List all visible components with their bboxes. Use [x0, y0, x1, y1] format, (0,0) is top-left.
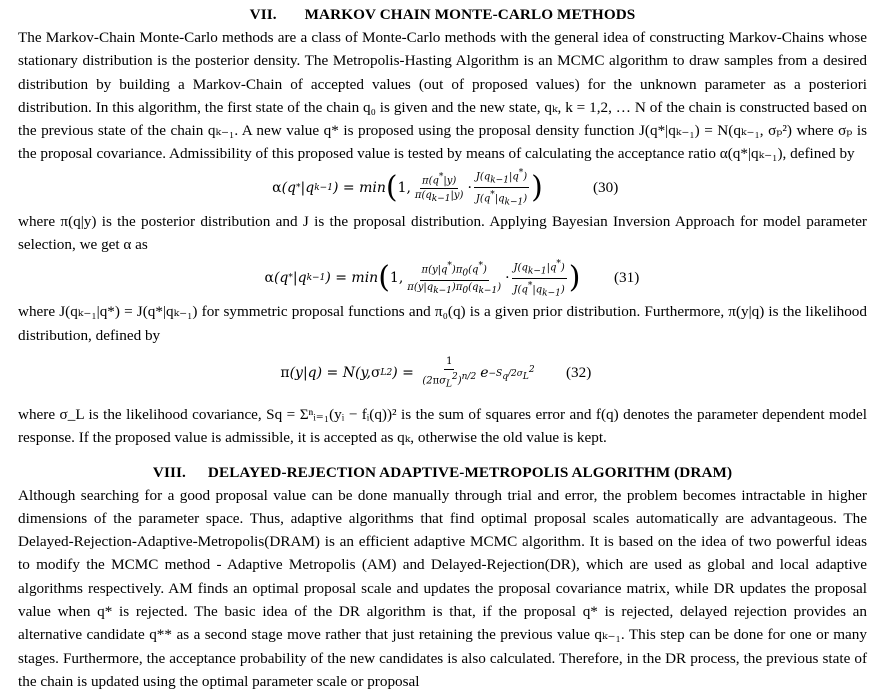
equation-32-body: π (y|q) = N(y, σ L 2 ) = $\frac{1}{(2\pi\sigma_L^2)^{n/2}}$ e $-S_q/2\sigma_L^2$	[280, 355, 535, 390]
paragraph-likelihood: where σ_L is the likelihood covariance, Sq = Σⁿᵢ₌₁(yᵢ − fᵢ(q))² is the sum of squares error and f(q) denotes the parameter dependent model response. If the proposed value is admissible, it is accepted as qₖ, otherwise the old value is kept.	[18, 405, 867, 447]
paragraph-prior: where J(qₖ₋₁|q*) = J(q*|qₖ₋₁) for symmetric proposal functions and π₀(q) is a given prior distribution. Furthermore, π(y|q) is the likelihood distribution, defined by	[18, 303, 867, 344]
equation-number: (30)	[593, 178, 619, 196]
paragraph-posterior: where π(q|y) is the posterior distribution and J is the proposal distribution. Applying Bayesian Inversion Approach for model parameter selection, we get α as	[18, 212, 867, 254]
equation-number: (31)	[614, 269, 640, 287]
section-number: VII.	[249, 6, 277, 23]
section-heading-8	[18, 463, 867, 483]
section-title: MARKOV CHAIN MONTE-CARLO METHODS	[304, 6, 636, 23]
equation-30-body: α (q * |q k−1 ) = min ( 1, $\frac{\pi(q^*|y)}{\pi(q_{k-1}|y)}$ · $\frac{J(q_{k-1}|q^*)}{J(q^*|q_{k-1})}$ )	[272, 167, 543, 208]
paragraph-dram: Although searching for a good proposal value can be done manually through trial and error, the problem becomes intractable in higher dimensions of the parameter space. Thus, adaptive algorithms that find optimal proposal scales automatically are advantageous. The Delayed-Rejection-Adaptive-Metropolis(DRAM) is an efficient adaptive MCMC algorithm. It is based on the idea of two powerful ideas to modify the MCMC method - Adaptive Metropolis (AM) and Delayed-Rejection(DR), which are used as global and local adaptive algorithms respectively. AM finds an optimal proposal scale and updates the proposal covariance matrix, while DR updates the proposal value when q* is rejected. The basic idea of the DR algorithm is that, if the proposal q* is rejected, delayed rejection provides an alternative candidate q** as a second stage move rather that just retaining the previous value qₖ₋₁. This step can be done for one or many stages. Furthermore, the acceptance probability of the new candidates is also calculated. Therefore, in the DR process, the previous state of the chain is updated using the optimal parameter scale or proposal	[18, 486, 867, 690]
paragraph-mcmc-intro: The Markov-Chain Monte-Carlo methods are a class of Monte-Carlo methods with the general idea of constructing Markov-Chains whose stationary distribution is the posterior density. The Metropolis-Hasting Algorithm is an MCMC algorithm to draw samples from a desired distribution by building a Markov-Chain of accepted values (out of proposed values) for the unknown parameter as a posteriori distribution. In this algorithm, the first state of the chain q₀ is given and the new state, qₖ, k = 1,2, … N of the chain is constructed based on the previous state of the chain qₖ₋₁. A new value q* is proposed using the proposal density function J(q*|qₖ₋₁) = N(qₖ₋₁, σₚ²) where σₚ is the proposal covariance. Admissibility of this proposed value is tested by means of calculating the acceptance ratio α(q*|qₖ₋₁), defined by	[18, 29, 867, 163]
equation-32	[18, 347, 867, 399]
equation-31-body: α (q * |q k−1 ) = min ( 1, $\frac{\pi(y|q^*)\pi_0(q^*)}{\pi(y|q_{k-1})\pi_0(q_{k-1})}$ · $\frac{J(q_{k-1}|q^*)}{J(q^*|q_{k-1})}$ )	[264, 258, 581, 299]
paper-page	[18, 0, 867, 693]
section-heading-7	[18, 5, 867, 25]
section-title: DELAYED-REJECTION ADAPTIVE-METROPOLIS ALGORITHM (DRAM)	[207, 463, 733, 481]
section-number: VIII.	[152, 463, 186, 481]
equation-31	[18, 256, 867, 300]
equation-number: (32)	[566, 363, 592, 381]
equation-30	[18, 166, 867, 210]
